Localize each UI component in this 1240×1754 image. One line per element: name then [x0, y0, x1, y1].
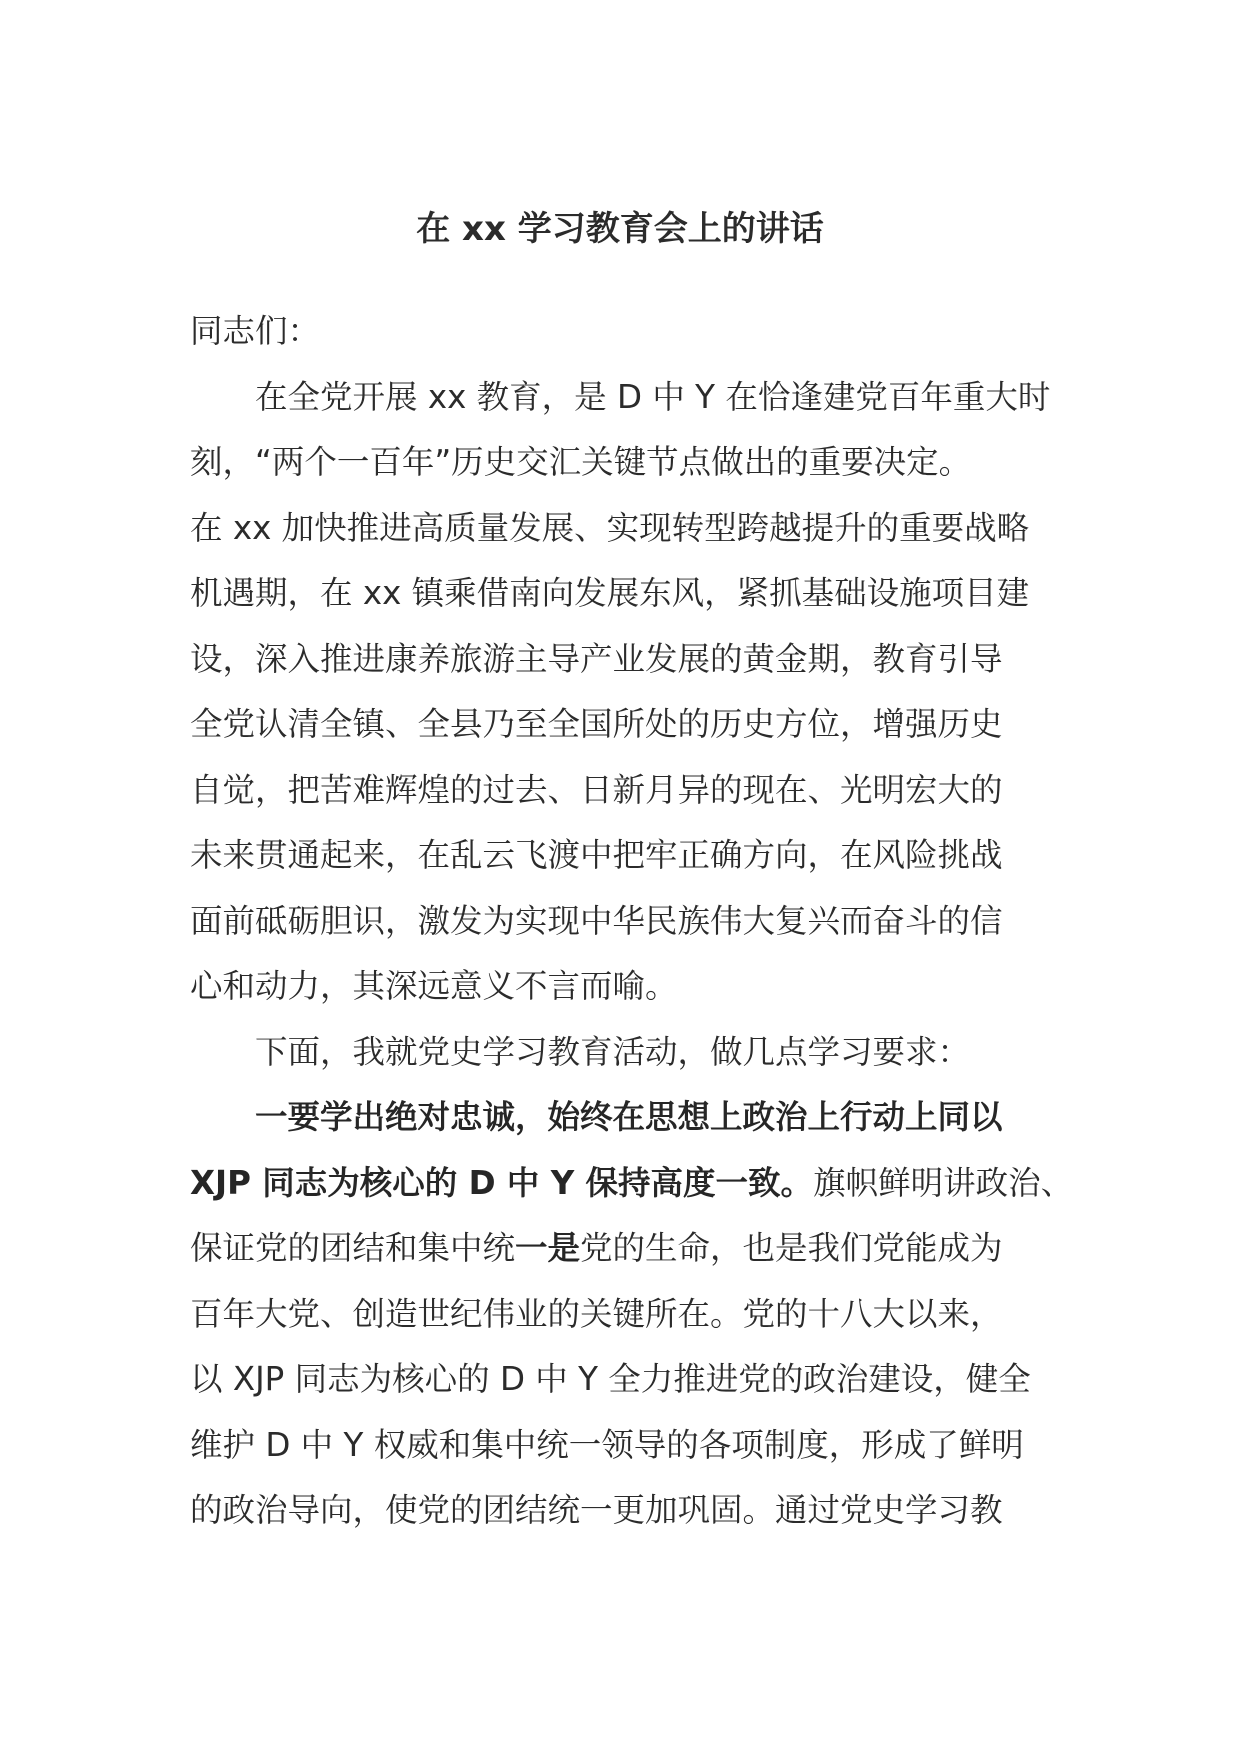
paragraph-line: 全党认清全镇、全县乃至全国所处的历史方位，增强历史	[190, 705, 1003, 743]
paragraph-line: 心和动力，其深远意义不言而喻。	[190, 967, 678, 1005]
paragraph-text: 保证党的团结和集中统	[190, 1229, 516, 1267]
paragraph-line: 维护 D 中 Y 权威和集中统一领导的各项制度，形成了鲜明	[190, 1425, 1024, 1464]
paragraph-line: 机遇期，在 xx 镇乘借南向发展东风，紧抓基础设施项目建	[190, 574, 1030, 612]
document-body	[190, 299, 1074, 1544]
bold-heading-line: 一要学出绝对忠诚，始终在思想上政治上行动上同以	[255, 1098, 1003, 1136]
paragraph-line: 面前砥砺胆识，激发为实现中华民族伟大复兴而奋斗的信	[190, 901, 1003, 940]
paragraph-line: 在全党开展 xx 教育，是 D 中 Y 在恰逢建党百年重大时	[255, 377, 1051, 416]
paragraph-line: 自觉，把苦难辉煌的过去、日新月异的现在、光明宏大的	[190, 770, 1003, 809]
paragraph-text: 党的生命，也是我们党能成为	[580, 1229, 1003, 1267]
mixed-line	[190, 1151, 1074, 1217]
bold-heading-text: XJP 同志为核心的 D 中 Y 保持高度一致。	[190, 1163, 814, 1202]
paragraph-text: 旗帜鲜明讲政治、	[813, 1163, 1074, 1202]
paragraph-line: 百年大党、创造世纪伟业的关键所在。党的十八大以来，	[190, 1294, 1003, 1333]
paragraph-line: 下面，我就党史学习教育活动，做几点学习要求：	[255, 1032, 971, 1071]
document-title: 在 xx 学习教育会上的讲话	[416, 209, 824, 249]
paragraph-line: 的政治导向，使党的团结统一更加巩固。通过党史学习教	[190, 1491, 1003, 1529]
mixed-line	[190, 1216, 1070, 1282]
salutation-line: 同志们：	[190, 312, 321, 350]
bold-inline-text: 一是	[515, 1229, 581, 1267]
paragraph-line: 刻，“两个一百年”历史交汇关键节点做出的重要决定。	[190, 443, 972, 481]
paragraph-line: 设，深入推进康养旅游主导产业发展的黄金期，教育引导	[190, 639, 1003, 678]
paragraph-line: 未来贯通起来，在乱云飞渡中把牢正确方向，在风险挑战	[190, 836, 1003, 874]
paragraph-line: 以 XJP 同志为核心的 D 中 Y 全力推进党的政治建设，健全	[190, 1360, 1031, 1398]
paragraph-line: 在 xx 加快推进高质量发展、实现转型跨越提升的重要战略	[190, 508, 1030, 547]
